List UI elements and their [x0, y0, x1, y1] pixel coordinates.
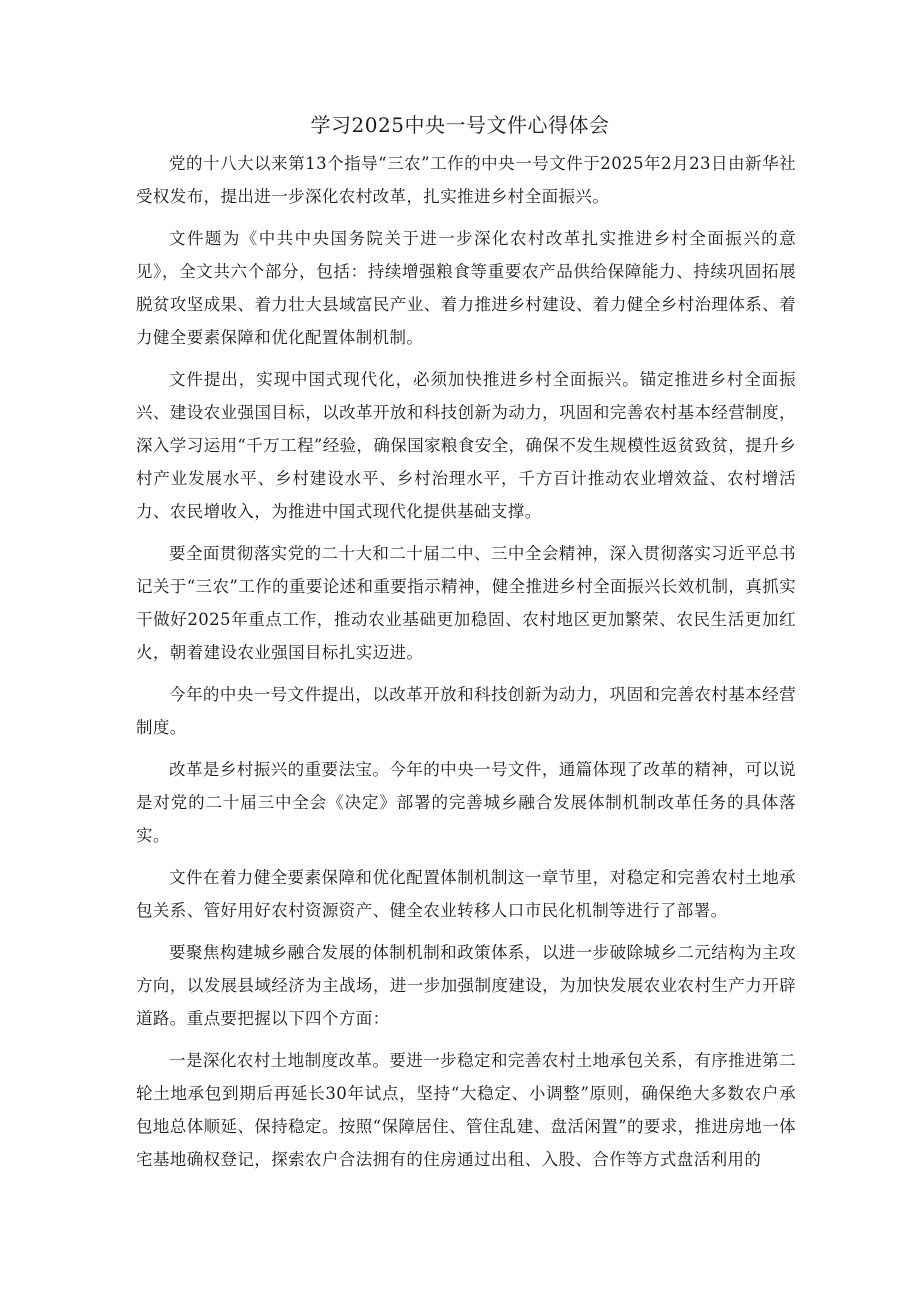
paragraph-7: 文件在着力健全要素保障和优化配置体制机制这一章节里，对稳定和完善农村土地承包关系、管好用好农村资源资产、健全农业转移人口市民化机制等进行了部署。 — [136, 868, 796, 920]
paragraph-5: 今年的中央一号文件提出，以改革开放和科技创新为动力，巩固和完善农村基本经营制度。 — [136, 685, 796, 737]
document-title: 学习2025中央一号文件心得体会 — [310, 113, 610, 137]
paragraph-8: 要聚焦构建城乡融合发展的体制机制和政策体系，以进一步破除城乡二元结构为主攻方向，以发展县域经济为主战场，进一步加强制度建设，为加快发展农业农村生产力开辟道路。重点要把握以下四个方面： — [136, 943, 796, 1028]
paragraph-9: 一是深化农村土地制度改革。要进一步稳定和完善农村土地承包关系，有序推进第二轮土地承包到期后再延长30年试点，坚持“大稳定、小调整”原则，确保绝大多数农户承包地总体顺延、保持稳定。按照“保障居住、管住乱建、盘活闲置”的要求，推进房地一体宅基地确权登记，探索农户合法拥有的住房通过出租、入股、合作等方式盘活利用的 — [136, 1051, 796, 1169]
paragraph-6: 改革是乡村振兴的重要法宝。今年的中央一号文件，通篇体现了改革的精神，可以说是对党的二十届三中全会《决定》部署的完善城乡融合发展体制机制改革任务的具体落实。 — [136, 760, 796, 845]
paragraph-2: 文件题为《中共中央国务院关于进一步深化农村改革扎实推进乡村全面振兴的意见》，全文共六个部分，包括：持续增强粮食等重要农产品供给保障能力、持续巩固拓展脱贫攻坚成果、着力壮大县域富民产业、着力推进乡村建设、着力健全乡村治理体系、着力健全要素保障和优化配置体制机制。 — [136, 229, 796, 347]
paragraph-3: 文件提出，实现中国式现代化，必须加快推进乡村全面振兴。锚定推进乡村全面振兴、建设农业强国目标，以改革开放和科技创新为动力，巩固和完善农村基本经营制度，深入学习运用“千万工程”经验，确保国家粮食安全，确保不发生规模性返贫致贫，提升乡村产业发展水平、乡村建设水平、乡村治理水平，千方百计推动农业增效益、农村增活力、农民增收入，为推进中国式现代化提供基础支撑。 — [136, 370, 796, 521]
paragraph-4: 要全面贯彻落实党的二十大和二十届二中、三中全会精神，深入贯彻落实习近平总书记关于“三农”工作的重要论述和重要指示精神，健全推进乡村全面振兴长效机制，真抓实干做好2025年重点工作，推动农业基础更加稳固、农村地区更加繁荣、农民生活更加红火，朝着建设农业强国目标扎实迈进。 — [136, 544, 796, 662]
paragraph-1: 党的十八大以来第13个指导“三农”工作的中央一号文件于2025年2月23日由新华社受权发布，提出进一步深化农村改革，扎实推进乡村全面振兴。 — [136, 154, 796, 206]
document-body — [136, 147, 796, 1185]
